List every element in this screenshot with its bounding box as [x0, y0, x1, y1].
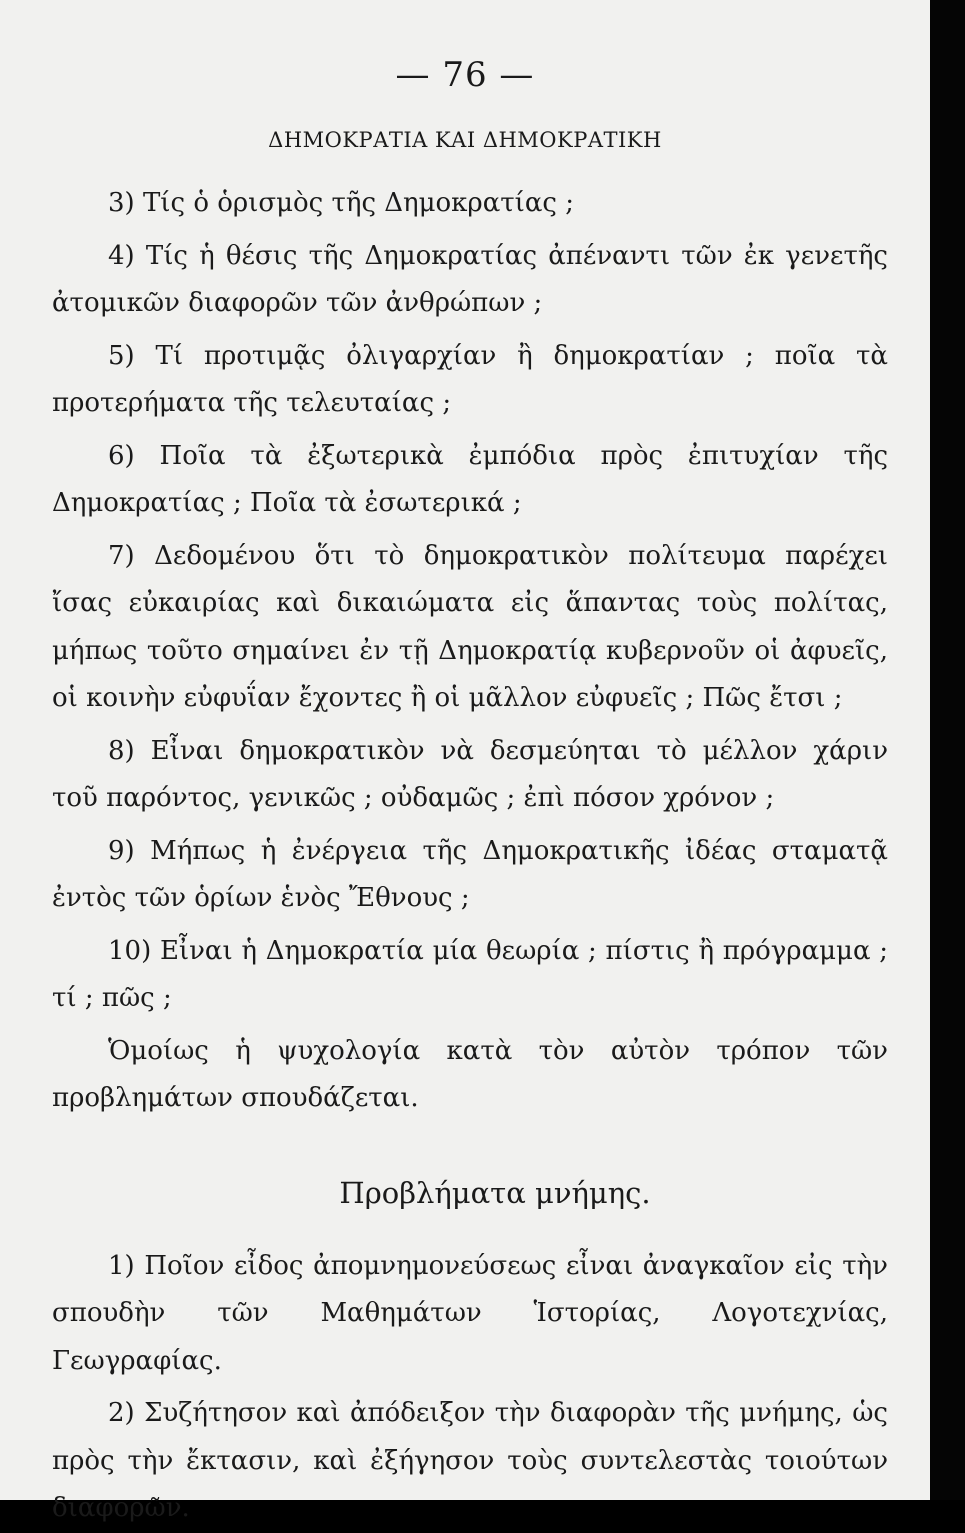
question-6: 6) Ποῖα τὰ ἐξωτερικὰ ἐμπόδια πρὸς ἐπιτυχίαν τῆς Δημοκρατίας ; Ποῖα τὰ ἐσωτερικά ; — [52, 440, 888, 518]
page-edge-shadow — [930, 0, 965, 1500]
section-title-memory: Προβλήματα μνήμης. — [339, 1175, 651, 1210]
memory-question-1: 1) Ποῖον εἶδος ἀπομνημονεύσεως εἶναι ἀναγκαῖον εἰς τὴν σπουδὴν τῶν Μαθημάτων Ἱστορίας, Λογοτεχνίας, Γεωγραφίας. — [52, 1250, 888, 1376]
question-5: 5) Τί προτιμᾷς ὀλιγαρχίαν ἢ δημοκρατίαν ; ποῖα τὰ προτερήματα τῆς τελευταίας ; — [52, 340, 888, 418]
running-title: ΔΗΜΟΚΡΑΤΙΑ ΚΑΙ ΔΗΜΟΚΡΑΤΙΚΗ — [268, 128, 662, 152]
page-body — [52, 180, 888, 1533]
question-9: 9) Μήπως ἡ ἐνέργεια τῆς Δημοκρατικῆς ἰδέας σταματᾷ ἐντὸς τῶν ὁρίων ἑνὸς Ἔθνους ; — [52, 835, 888, 913]
question-10: 10) Εἶναι ἡ Δημοκρατία μία θεωρία ; πίστις ἢ πρόγραμμα ; τί ; πῶς ; — [52, 935, 888, 1013]
question-8: 8) Εἶναι δημοκρατικὸν νὰ δεσμεύηται τὸ μέλλον χάριν τοῦ παρόντος, γενικῶς ; οὐδαμῶς ; ἐπὶ πόσον χρόνον ; — [52, 735, 888, 813]
question-7: 7) Δεδομένου ὅτι τὸ δημοκρατικὸν πολίτευμα παρέχει ἴσας εὐκαιρίας καὶ δικαιώματα εἰς ἅπαντας τοὺς πολίτας, μήπως τοῦτο σημαίνει ἐν τῇ Δημοκρατίᾳ κυβερνοῦν οἱ ἀφυεῖς, οἱ κοινὴν εὐφυΐαν ἔχοντες ἢ οἱ μᾶλλον εὐφυεῖς ; Πῶς ἔτσι ; — [52, 540, 888, 713]
question-4: 4) Τίς ἡ θέσις τῆς Δημοκρατίας ἀπέναντι τῶν ἐκ γενετῆς ἀτομικῶν διαφορῶν τῶν ἀνθρώπων ; — [52, 240, 888, 318]
closing-paragraph: Ὁμοίως ἡ ψυχολογία κατὰ τὸν αὐτὸν τρόπον τῶν προβλημάτων σπουδάζεται. — [52, 1035, 888, 1113]
question-3: 3) Τίς ὁ ὁρισμὸς τῆς Δημοκρατίας ; — [108, 188, 574, 218]
memory-question-2: 2) Συζήτησον καὶ ἀπόδειξον τὴν διαφορὰν τῆς μνήμης, ὡς πρὸς τὴν ἔκτασιν, καὶ ἐξήγησον τοὺς συντελεστὰς τοιούτων διαφορῶν. — [52, 1398, 888, 1523]
page-number: — 76 — — [395, 55, 535, 95]
